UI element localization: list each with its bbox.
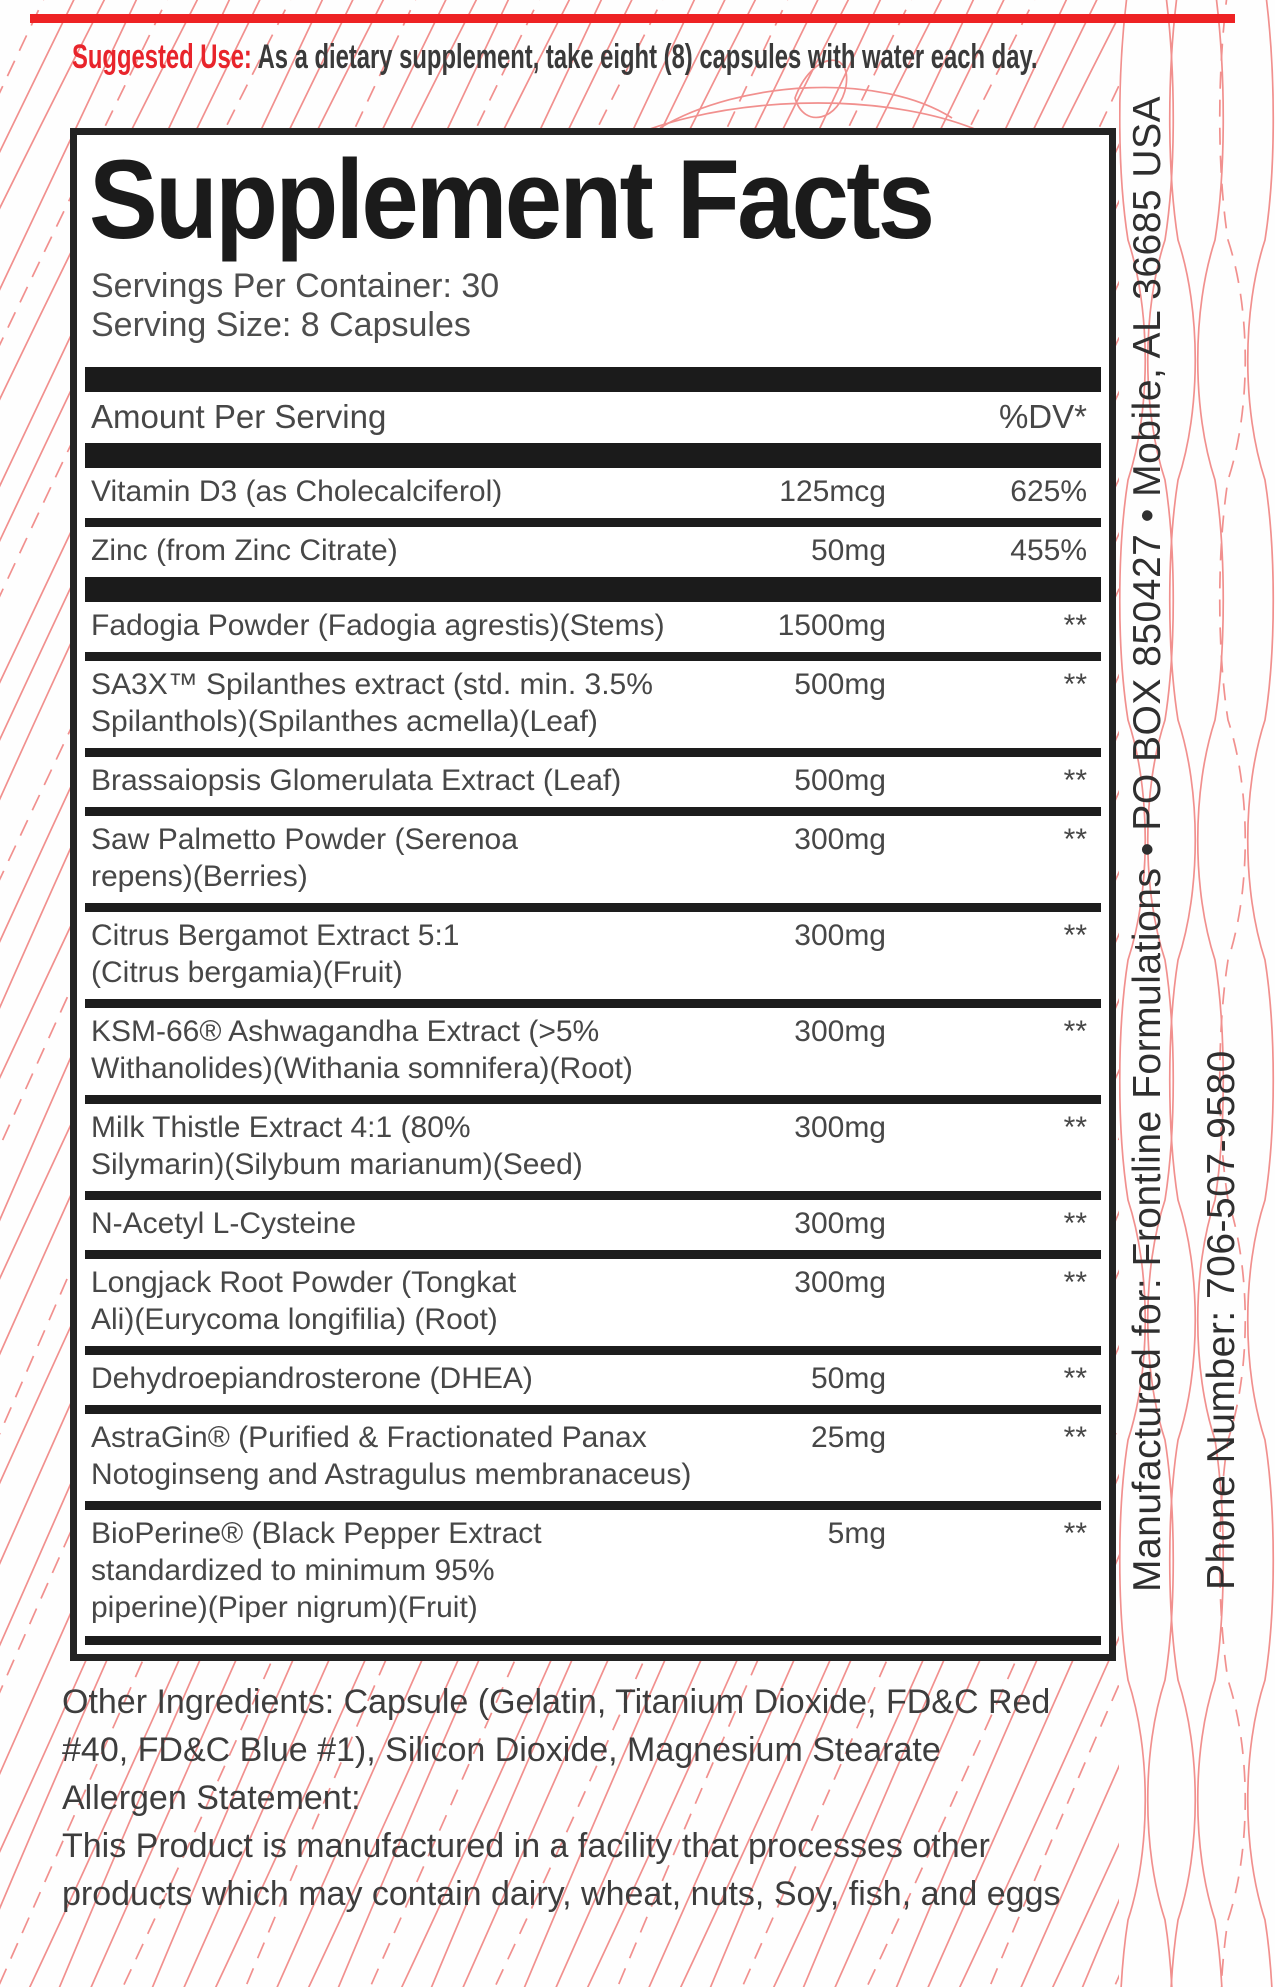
rows-herbal-section (85, 602, 1101, 1634)
ingredient-name: Brassaiopsis Glomerulata Extract (Leaf) (91, 764, 622, 798)
table-header-row (85, 392, 1101, 443)
ingredient-dv: 625% (1010, 475, 1087, 509)
ingredient-row (85, 1250, 1101, 1346)
footnote-divider (85, 1636, 1101, 1645)
ingredient-amount: 50mg (810, 1362, 886, 1396)
ingredient-dv: 455% (1010, 534, 1087, 568)
ingredient-amount: 5mg (827, 1517, 886, 1551)
ingredient-dv: ** (1063, 1207, 1087, 1241)
section-bar (85, 367, 1101, 392)
ingredient-amount: 1500mg (777, 609, 886, 643)
ingredient-dv: ** (1063, 1266, 1087, 1300)
ingredient-dv: ** (1063, 668, 1087, 702)
ingredient-name: Citrus Bergamot Extract 5:1 (Citrus bergamia)(Fruit) (91, 919, 460, 990)
ingredient-amount: 300mg (794, 919, 886, 953)
allergen-statement-text: This Product is manufactured in a facility that processes other products which may contain dairy, wheat, nuts, Soy, fish, and eggs (62, 1827, 1061, 1913)
ingredient-row (85, 903, 1101, 999)
ingredient-name: Longjack Root Powder (Tongkat Ali)(Eurycoma longifilia) (Root) (91, 1266, 517, 1337)
suggested-use-text: As a dietary supplement, take eight (8) capsules with water each day. (251, 38, 1038, 76)
ingredient-amount: 300mg (794, 1015, 886, 1049)
ingredient-row (85, 999, 1101, 1095)
ingredient-row (85, 1191, 1101, 1250)
ingredient-dv: ** (1063, 1015, 1087, 1049)
ingredient-row (85, 1095, 1101, 1191)
servings-per-container: Servings Per Container: 30 (91, 267, 500, 306)
ingredient-row (85, 1346, 1101, 1405)
ingredient-amount: 500mg (794, 764, 886, 798)
ingredient-amount: 300mg (794, 1111, 886, 1145)
allergen-statement-label: Allergen Statement: (62, 1779, 361, 1817)
ingredient-dv: ** (1063, 919, 1087, 953)
footnotes (85, 1645, 1101, 1661)
manufacturer-info-vertical: Manufactured for: Frontline Formulations • PO BOX 850427 • Mobile, AL 36685 USA (1126, 95, 1169, 1592)
ingredient-dv: ** (1063, 1362, 1087, 1396)
ingredient-name: Milk Thistle Extract 4:1 (80% Silymarin)(Silybum marianum)(Seed) (91, 1111, 583, 1182)
serving-size: Serving Size: 8 Capsules (91, 306, 471, 345)
other-ingredients-text: Other Ingredients: Capsule (Gelatin, Titanium Dioxide, FD&C Red #40, FD&C Blue #1), Silicon Dioxide, Magnesium Stearate (62, 1683, 1051, 1769)
ingredient-amount: 300mg (794, 1266, 886, 1300)
amount-per-serving-header: Amount Per Serving (91, 398, 387, 436)
ingredient-row (85, 518, 1101, 577)
suggested-use-label: Suggested Use: (72, 38, 252, 76)
ingredient-name: KSM-66® Ashwagandha Extract (>5% Withanolides)(Withania somnifera)(Root) (91, 1015, 633, 1086)
supplement-facts-panel (70, 128, 1116, 1661)
ingredient-row (85, 652, 1101, 748)
ingredient-name: Zinc (from Zinc Citrate) (91, 534, 398, 568)
ingredient-name: N-Acetyl L-Cysteine (91, 1207, 357, 1241)
ingredient-name: Dehydroepiandrosterone (DHEA) (91, 1362, 533, 1396)
rows-daily-value-section (85, 468, 1101, 577)
ingredient-dv: ** (1063, 1111, 1087, 1145)
section-bar (85, 443, 1101, 468)
ingredient-row (85, 807, 1101, 903)
ingredient-name: Vitamin D3 (as Cholecalciferol) (91, 475, 503, 509)
facts-title: Supplement Facts (89, 137, 933, 262)
ingredient-dv: ** (1063, 609, 1087, 643)
ingredient-row (85, 468, 1101, 518)
daily-value-header: %DV* (998, 398, 1087, 436)
suggested-use (72, 34, 1073, 81)
ingredient-name: Fadogia Powder (Fadogia agrestis)(Stems) (91, 609, 665, 643)
ingredient-name: Saw Palmetto Powder (Serenoa repens)(Berries) (91, 823, 518, 894)
section-bar (85, 577, 1101, 602)
ingredient-row (85, 602, 1101, 652)
ingredient-amount: 125mcg (779, 475, 886, 509)
phone-number-vertical: Phone Number: 706-507-9580 (1200, 1050, 1243, 1590)
ingredient-row (85, 1501, 1101, 1634)
ingredient-amount: 300mg (794, 823, 886, 857)
ingredient-row (85, 1405, 1101, 1501)
ingredient-dv: ** (1063, 1517, 1087, 1551)
ingredient-name: SA3X™ Spilanthes extract (std. min. 3.5% Spilanthols)(Spilanthes acmella)(Leaf) (91, 668, 653, 739)
ingredient-row (85, 748, 1101, 807)
ingredient-name: AstraGin® (Purified & Fractionated Panax Notoginseng and Astragulus membranaceus) (91, 1421, 692, 1492)
ingredient-dv: ** (1063, 764, 1087, 798)
ingredient-dv: ** (1063, 823, 1087, 857)
ingredient-dv: ** (1063, 1421, 1087, 1455)
ingredient-amount: 25mg (810, 1421, 886, 1455)
ingredient-amount: 500mg (794, 668, 886, 702)
bottom-text-block (62, 1678, 1082, 1918)
top-red-bar (30, 14, 1235, 23)
ingredient-amount: 50mg (810, 534, 886, 568)
footnote-daily-values (91, 1654, 1101, 1661)
ingredient-name: BioPerine® (Black Pepper Extract standardized to minimum 95% piperine)(Piper nigrum)(Fruit) (91, 1517, 542, 1625)
ingredient-amount: 300mg (794, 1207, 886, 1241)
